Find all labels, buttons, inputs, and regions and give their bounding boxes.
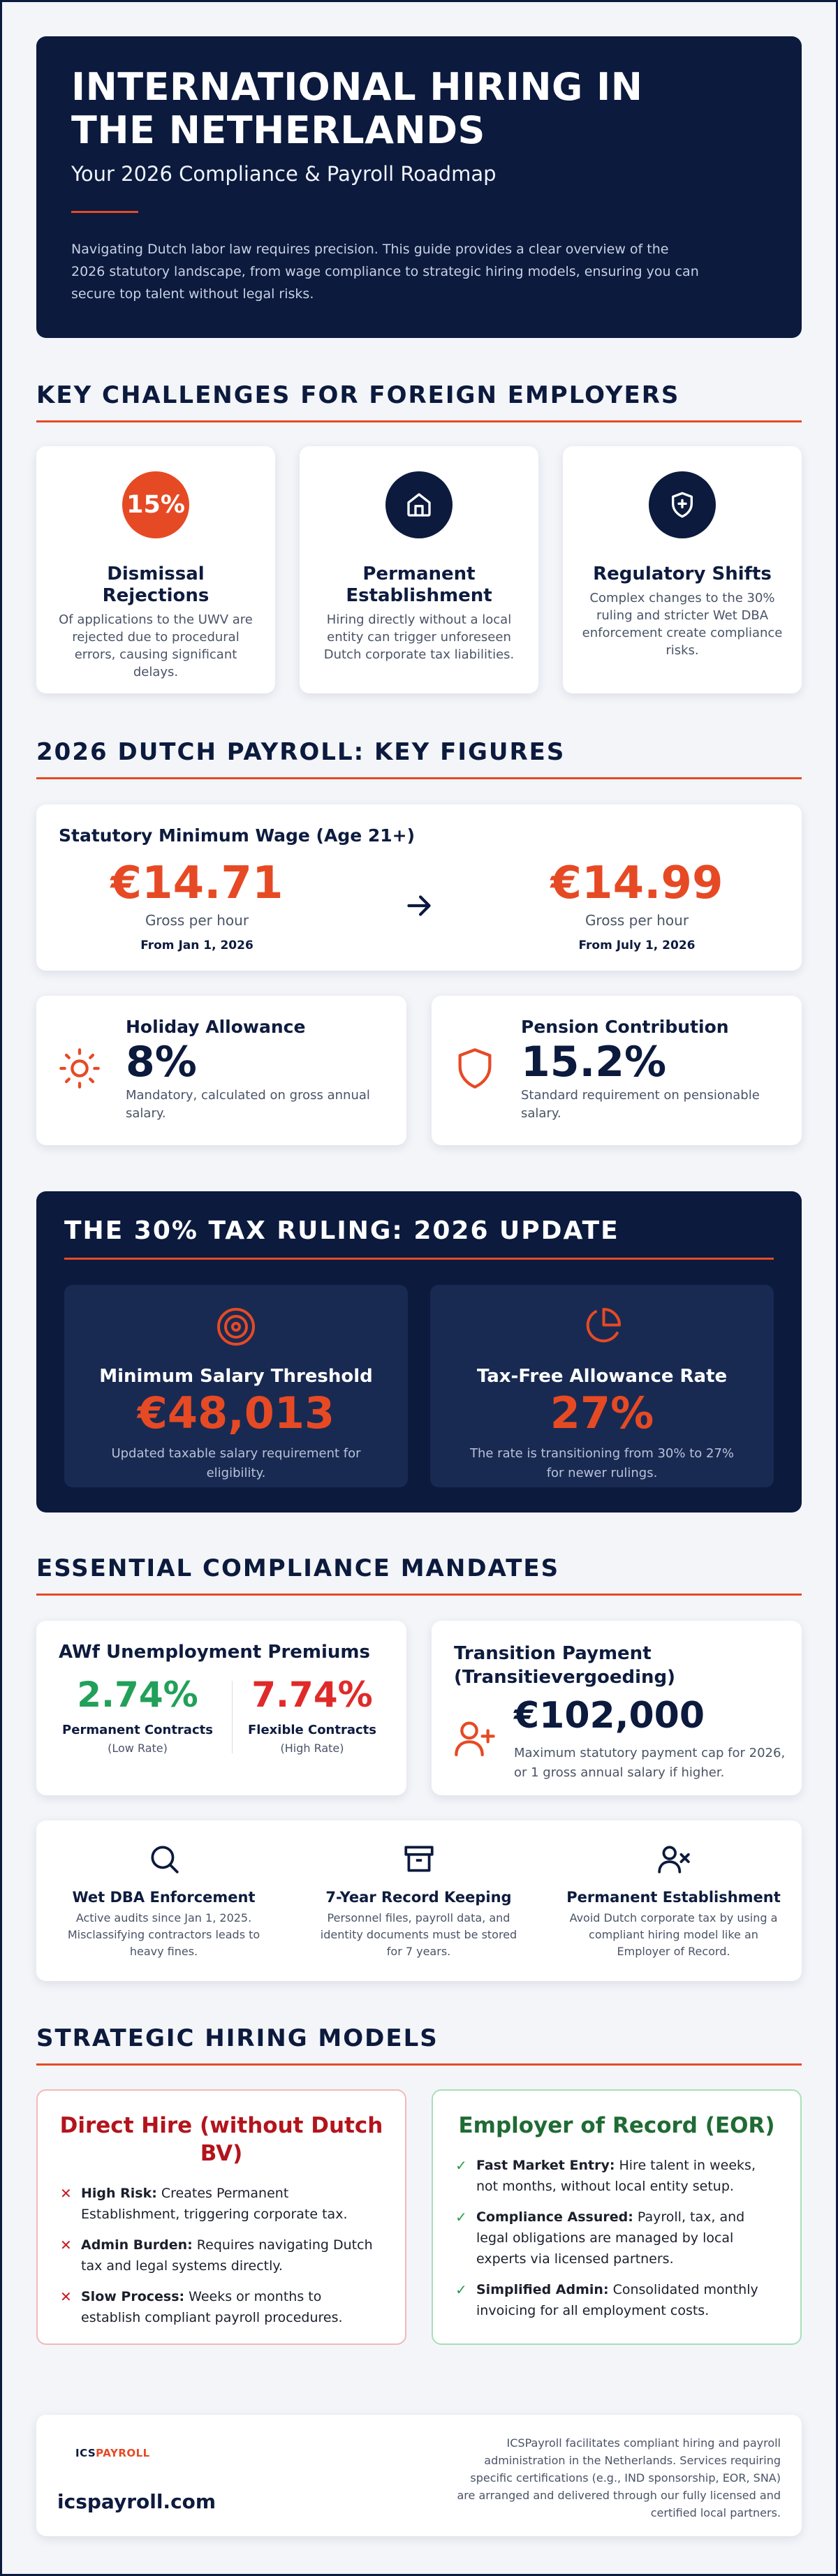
shield-plus-icon <box>649 471 716 538</box>
transition-value: €102,000 <box>514 1695 705 1737</box>
section-divider <box>36 1594 802 1596</box>
check-icon: ✓ <box>455 2281 467 2298</box>
threshold-title: Minimum Salary Threshold <box>99 1366 373 1387</box>
mandate-title: 7-Year Record Keeping <box>325 1889 512 1906</box>
awf-high-value: 7.74% <box>251 1675 373 1715</box>
challenge-title: Permanent Establishment <box>346 564 492 606</box>
challenge-desc: Complex changes to the 30% ruling and stricter Wet DBA enforcement create compliance risks. <box>582 591 783 658</box>
list-item <box>59 2183 384 2225</box>
holiday-desc: Mandatory, calculated on gross annual salary. <box>126 1088 370 1121</box>
title-line-1: INTERNATIONAL HIRING IN <box>71 65 643 109</box>
footer <box>36 2415 802 2536</box>
footer-disclaimer: ICSPayroll facilitates compliant hiring and payroll administration in the Netherlands. Services requiring specific certifications (e.g., IND sponsorship, EOR, SNA) are arranged and delivered through our fully licensed and certified local partners. <box>457 2436 781 2519</box>
sun-icon <box>57 1046 102 1094</box>
awf-low-note: (Low Rate) <box>108 1742 168 1755</box>
archive-icon <box>291 1841 546 1879</box>
infographic <box>36 36 802 2536</box>
company-logo <box>75 2447 150 2459</box>
point-bold: High Risk: <box>81 2186 157 2201</box>
wage-label: Statutory Minimum Wage (Age 21+) <box>59 825 416 846</box>
challenges-section <box>36 381 802 693</box>
mandate-desc: Avoid Dutch corporate tax by using a compliant hiring model like an Employer of Record. <box>569 1911 778 1958</box>
section-heading: THE 30% TAX RULING: 2026 UPDATE <box>64 1216 619 1245</box>
mandate-title: Permanent Establishment <box>566 1889 781 1906</box>
section-divider <box>36 777 802 779</box>
section-divider <box>36 420 802 422</box>
holiday-value: 8% <box>126 1038 197 1087</box>
payroll-section <box>36 738 802 1145</box>
wage-from-unit: Gross per hour <box>145 912 249 929</box>
target-icon <box>64 1306 408 1350</box>
wage-to-date: From July 1, 2026 <box>578 939 696 952</box>
search-icon <box>36 1841 291 1879</box>
challenge-desc: Hiring directly without a local entity can trigger unforeseen Dutch corporate tax liabilities. <box>323 612 515 662</box>
mandate-desc: Personnel files, payroll data, and identity documents must be stored for 7 years. <box>320 1911 517 1958</box>
awf-low <box>57 1674 218 1755</box>
mandate-title: Wet DBA Enforcement <box>72 1889 256 1906</box>
point-bold: Fast Market Entry: <box>476 2158 615 2173</box>
hiring-models-section <box>36 2024 802 2345</box>
list-item <box>454 2207 779 2269</box>
section-divider <box>64 1258 774 1260</box>
direct-hire-title: Direct Hire (without Dutch BV) <box>59 2113 383 2166</box>
transition-desc: Maximum statutory payment cap for 2026, or 1 gross annual salary if higher. <box>514 1746 786 1780</box>
awf-high-label: Flexible Contracts <box>248 1723 376 1737</box>
user-x-icon <box>546 1841 801 1879</box>
wage-from-value: €14.71 <box>110 858 284 909</box>
section-heading: STRATEGIC HIRING MODELS <box>36 2024 439 2052</box>
transition-title-line-2: (Transitievergoeding) <box>454 1667 676 1688</box>
user-plus-icon <box>453 1716 497 1763</box>
awf-low-label: Permanent Contracts <box>62 1723 213 1737</box>
shield-icon <box>453 1046 497 1094</box>
cross-icon: ✕ <box>60 2237 72 2253</box>
wage-to <box>532 859 742 952</box>
eor-card <box>432 2089 802 2345</box>
website-link[interactable]: icspayroll.com <box>57 2490 216 2513</box>
point-bold: Compliance Assured: <box>476 2209 633 2225</box>
rate-desc: The rate is transitioning from 30% to 27% for newer rulings. <box>469 1446 735 1480</box>
challenge-card-dismissal <box>36 446 275 693</box>
challenge-desc: Of applications to the UWV are rejected due to procedural errors, causing significant delays. <box>59 612 253 679</box>
point-text: Creates Permanent Establishment, triggering corporate tax. <box>81 2186 348 2222</box>
wage-from-date: From Jan 1, 2026 <box>140 939 253 952</box>
wage-to-unit: Gross per hour <box>585 912 689 929</box>
hero-banner <box>36 36 802 338</box>
hero-intro: Navigating Dutch labor law requires precision. This guide provides a clear overview of the 2026 statutory landscape, from wage compliance to strategic hiring models, ensuring you can secure top talent without legal risks. <box>71 242 699 302</box>
mandate-item-records <box>291 1841 546 1981</box>
title-line-2: THE NETHERLANDS <box>71 108 485 152</box>
challenge-title: Dismissal Rejections <box>102 564 210 606</box>
pension-contribution-card <box>432 996 802 1145</box>
point-text: Hire talent in weeks, not months, without local entity setup. <box>476 2158 756 2194</box>
awf-title: AWf Unemployment Premiums <box>59 1642 370 1663</box>
pension-title: Pension Contribution <box>521 1017 729 1037</box>
challenge-card-establishment <box>300 446 538 693</box>
list-item <box>59 2235 384 2276</box>
section-heading: ESSENTIAL COMPLIANCE MANDATES <box>36 1554 560 1582</box>
pie-chart-icon <box>430 1306 774 1350</box>
tax-ruling-section <box>36 1191 802 1513</box>
logo-part-2: PAYROLL <box>96 2447 150 2459</box>
check-icon: ✓ <box>455 2157 467 2174</box>
salary-threshold-card <box>64 1285 408 1487</box>
wage-to-value: €14.99 <box>550 858 723 909</box>
rate-title: Tax-Free Allowance Rate <box>476 1366 728 1387</box>
percentage-badge: 15% <box>122 471 189 538</box>
section-divider <box>36 2063 802 2066</box>
point-text: Weeks or months to establish compliant payroll procedures. <box>81 2289 343 2325</box>
compliance-items-card <box>36 1820 802 1981</box>
page-title <box>71 66 767 152</box>
mandate-item-dba <box>36 1841 291 1981</box>
awf-premiums-card <box>36 1621 406 1795</box>
point-bold: Simplified Admin: <box>476 2282 609 2297</box>
logo-part-1: ICS <box>75 2447 96 2459</box>
mandate-item-establishment <box>546 1841 801 1981</box>
direct-hire-card <box>36 2089 406 2345</box>
challenge-title: Regulatory Shifts <box>593 564 772 584</box>
transition-title <box>454 1642 779 1689</box>
point-text: Payroll, tax, and legal obligations are managed by local experts via licensed partners. <box>476 2209 745 2267</box>
holiday-title: Holiday Allowance <box>126 1017 306 1037</box>
page-subtitle: Your 2026 Compliance & Payroll Roadmap <box>71 162 497 186</box>
wage-from <box>92 859 302 952</box>
arrow-right-icon <box>402 888 436 926</box>
cross-icon: ✕ <box>60 2185 72 2202</box>
mandates-section <box>36 1554 802 1981</box>
threshold-value: €48,013 <box>137 1388 335 1438</box>
section-heading: KEY CHALLENGES FOR FOREIGN EMPLOYERS <box>36 381 680 409</box>
point-bold: Admin Burden: <box>81 2237 193 2253</box>
pension-value: 15.2% <box>521 1038 667 1087</box>
awf-high-note: (High Rate) <box>280 1742 344 1755</box>
threshold-desc: Updated taxable salary requirement for eligibility. <box>111 1446 361 1480</box>
minimum-wage-card <box>36 804 802 971</box>
awf-high <box>232 1674 392 1755</box>
point-text: Consolidated monthly invoicing for all employment costs. <box>476 2282 758 2318</box>
awf-low-value: 2.74% <box>77 1675 198 1715</box>
mandate-desc: Active audits since Jan 1, 2025. Misclassifying contractors leads to heavy fines. <box>67 1911 260 1958</box>
point-bold: Slow Process: <box>81 2289 185 2304</box>
eor-title: Employer of Record (EOR) <box>458 2113 775 2138</box>
check-icon: ✓ <box>455 2209 467 2225</box>
allowance-rate-card <box>430 1285 774 1487</box>
transition-payment-card <box>432 1621 802 1795</box>
cross-icon: ✕ <box>60 2288 72 2305</box>
list-item <box>454 2279 779 2321</box>
list-item <box>454 2155 779 2197</box>
hero-divider <box>71 211 138 213</box>
rate-value: 27% <box>550 1388 654 1438</box>
section-heading: 2026 DUTCH PAYROLL: KEY FIGURES <box>36 738 566 766</box>
challenge-card-regulatory <box>563 446 802 693</box>
list-item <box>59 2286 384 2328</box>
pension-desc: Standard requirement on pensionable salary. <box>521 1088 760 1121</box>
home-icon <box>385 471 453 538</box>
transition-title-line-1: Transition Payment <box>454 1643 652 1664</box>
point-text: Requires navigating Dutch tax and legal systems directly. <box>81 2237 373 2274</box>
holiday-allowance-card <box>36 996 406 1145</box>
